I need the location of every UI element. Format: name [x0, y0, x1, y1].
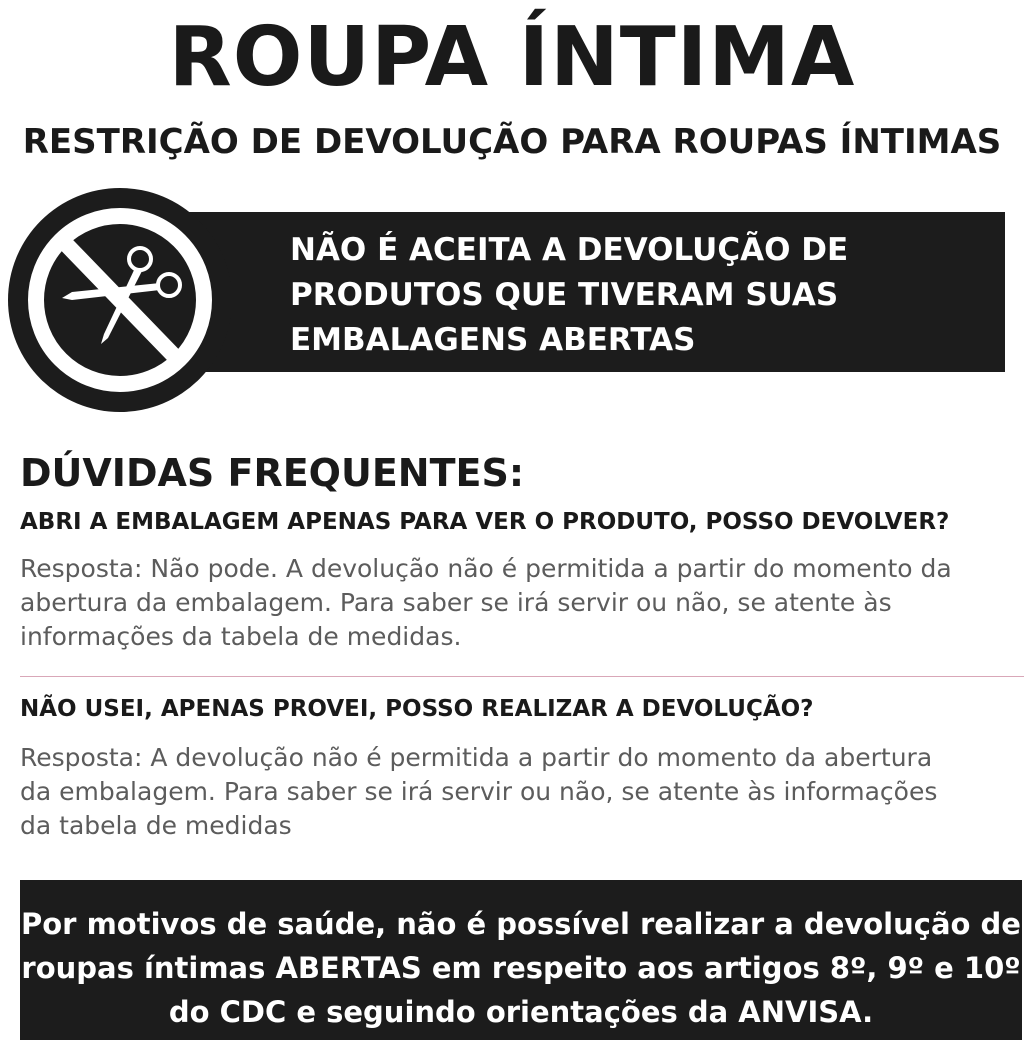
warning-line: NÃO É ACEITA A DEVOLUÇÃO DE	[290, 232, 849, 268]
faq-answer-line: da embalagem. Para saber se irá servir ou não, se atente às informações	[20, 777, 938, 806]
faq-divider	[20, 676, 1024, 677]
footer-line: do CDC e seguindo orientações da ANVISA.	[168, 995, 874, 1029]
faq-question: ABRI A EMBALAGEM APENAS PARA VER O PRODUTO, POSSO DEVOLVER?	[20, 509, 950, 535]
footer-text	[20, 902, 1022, 1034]
faq-answer-line: da tabela de medidas	[20, 811, 292, 840]
footer-notice	[20, 880, 1022, 1040]
page-title: ROUPA ÍNTIMA	[168, 10, 856, 105]
warning-banner	[175, 212, 1005, 372]
footer-line: roupas íntimas ABERTAS em respeito aos artigos 8º, 9º e 10º	[21, 951, 1021, 985]
faq-answer	[20, 552, 1010, 654]
faq-answer-line: abertura da embalagem. Para saber se irá servir ou não, se atente às	[20, 588, 892, 617]
no-scissors-icon	[0, 188, 240, 413]
page-subtitle: RESTRIÇÃO DE DEVOLUÇÃO PARA ROUPAS ÍNTIMAS	[22, 122, 1002, 162]
faq-answer-line: Resposta: A devolução não é permitida a partir do momento da abertura	[20, 743, 933, 772]
faq-question: NÃO USEI, APENAS PROVEI, POSSO REALIZAR A DEVOLUÇÃO?	[20, 696, 814, 722]
faq-answer-line: informações da tabela de medidas.	[20, 622, 462, 651]
faq-answer	[20, 741, 1010, 843]
warning-text	[290, 228, 990, 363]
warning-line: PRODUTOS QUE TIVERAM SUAS	[290, 277, 839, 313]
faq-answer-line: Resposta: Não pode. A devolução não é permitida a partir do momento da	[20, 554, 952, 583]
footer-line: Por motivos de saúde, não é possível realizar a devolução de	[21, 907, 1021, 941]
warning-line: EMBALAGENS ABERTAS	[290, 322, 696, 358]
faq-title: DÚVIDAS FREQUENTES:	[20, 451, 525, 495]
